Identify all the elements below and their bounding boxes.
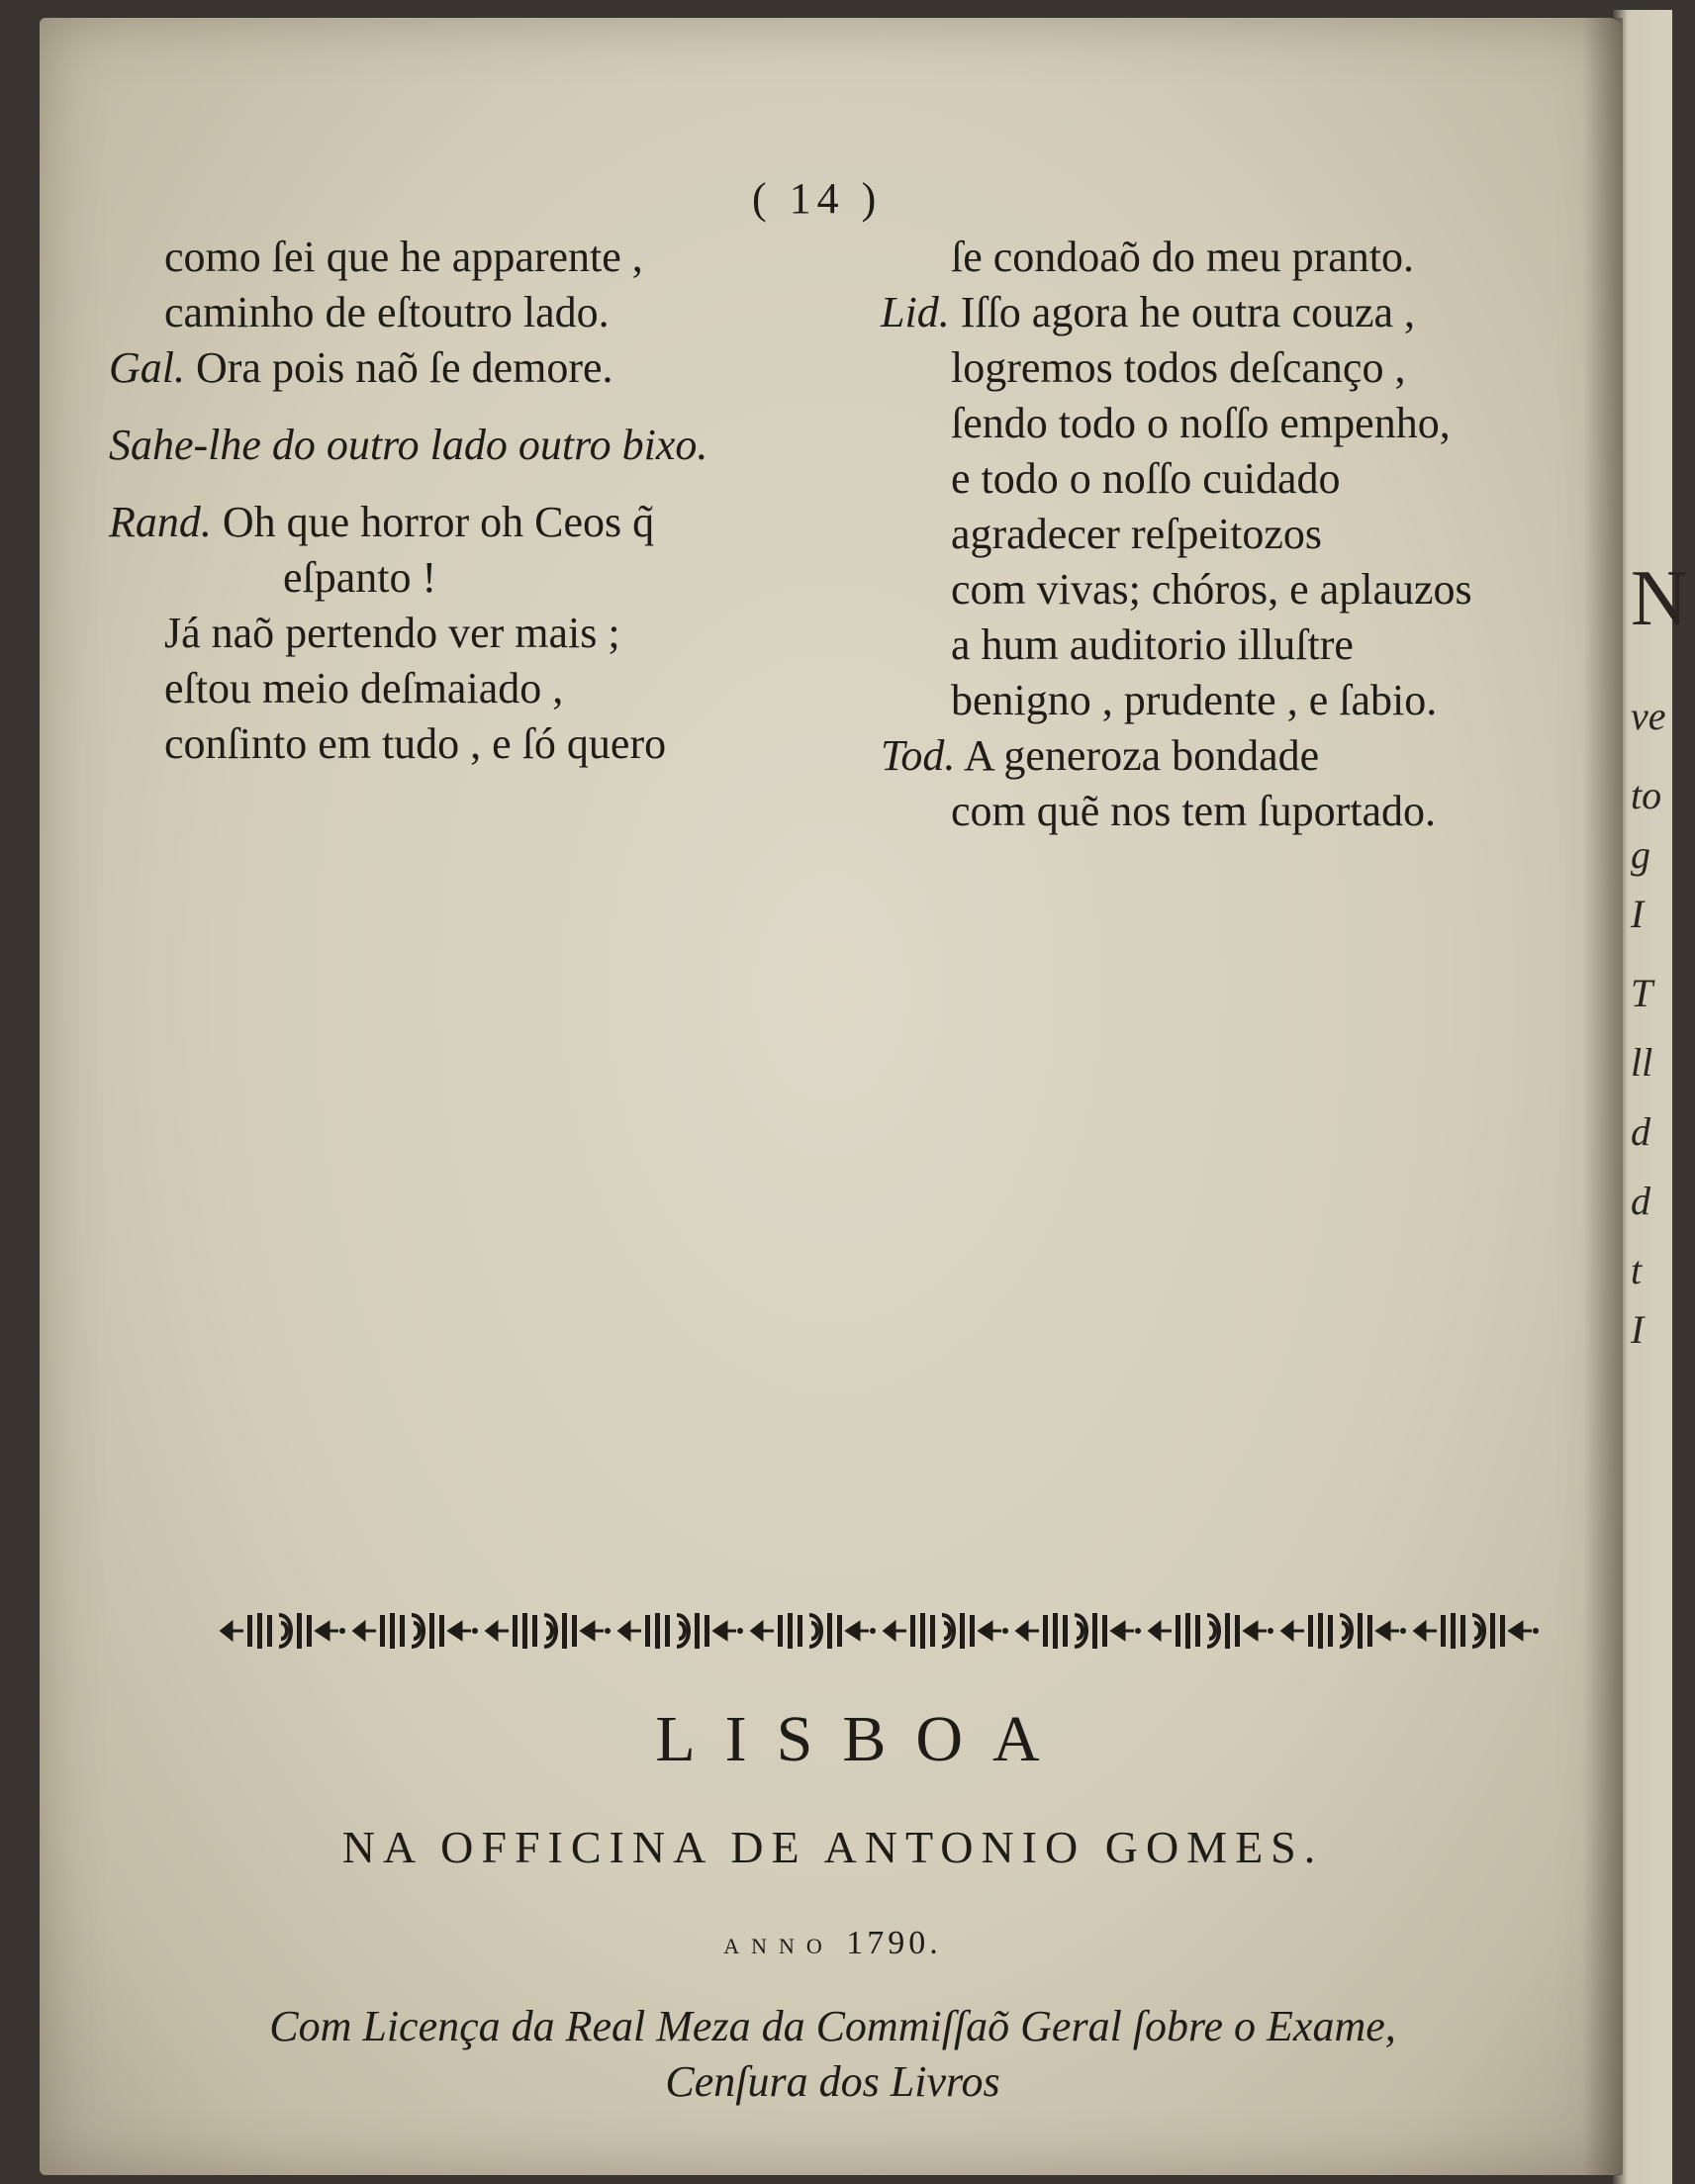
ornament-row	[222, 1613, 1539, 1649]
verse-text: eſpanto !	[283, 553, 437, 602]
licence-line: Com Licença da Real Meza da Commiſſaõ Geral ſobre o Exame,	[269, 2002, 1396, 2050]
verse-line	[153, 661, 866, 716]
imprint-printer: NA OFFICINA DE ANTONIO GOMES.	[341, 1822, 1324, 1872]
stage-direction: Sahe-lhe do outro lado outro bixo.	[109, 421, 708, 469]
speaker-label: Tod.	[881, 731, 956, 780]
verse-text: Iſſo agora he outra couza ,	[960, 288, 1416, 336]
verse-line	[881, 285, 1583, 340]
verse-line	[153, 230, 866, 285]
verse-text: ſe condoaõ do meu pranto.	[951, 233, 1414, 281]
ornament-unit	[1017, 1613, 1141, 1649]
facing-page-glyph: ve	[1631, 694, 1666, 738]
ornament-unit	[1282, 1613, 1406, 1649]
verse-line	[153, 550, 866, 606]
facing-page-glyph: N	[1631, 555, 1688, 642]
verse-text: e todo o noſſo cuidado	[951, 454, 1341, 503]
verse-text: eſtou meio deſmaiado ,	[164, 664, 564, 712]
speaker-label: Lid.	[881, 288, 950, 336]
verse-text: agradecer reſpeitozos	[951, 510, 1322, 558]
year-value: 1790.	[846, 1925, 942, 1961]
right-column	[881, 230, 1583, 839]
verse-line	[881, 617, 1583, 673]
verse-text: a hum auditorio illuſtre	[951, 620, 1354, 669]
facing-page-glyph: I	[1631, 1307, 1645, 1352]
verse-line	[881, 340, 1583, 396]
verse-line	[881, 396, 1583, 451]
facing-page-glyph: g	[1631, 832, 1650, 877]
ornament-unit	[752, 1613, 876, 1649]
printers-ornament-border	[218, 1601, 1544, 1661]
facing-page-glyph: t	[1631, 1248, 1643, 1292]
verse-text: com quẽ nos tem ſuportado.	[951, 787, 1437, 835]
verse-line	[109, 495, 866, 550]
verse-text: como ſei que he apparente ,	[164, 233, 643, 281]
ornament-unit	[1415, 1613, 1539, 1649]
facing-page-glyph: d	[1631, 1179, 1650, 1223]
verse-line	[881, 562, 1583, 617]
ornament-unit	[1150, 1613, 1273, 1649]
verse-line	[881, 507, 1583, 562]
verse-line	[881, 451, 1583, 507]
imprint-licence	[0, 1999, 1665, 2110]
verse-text: com vivas; chóros, e aplauzos	[951, 565, 1472, 614]
verse-line	[109, 340, 866, 396]
verse-line	[881, 230, 1583, 285]
verse-text: conſinto em tudo , e ſó quero	[164, 719, 667, 768]
year-label: ANNO	[723, 1934, 834, 1958]
imprint-year	[0, 1925, 1665, 1962]
ornament-unit	[222, 1613, 345, 1649]
verse-text: A generoza bondade	[964, 731, 1320, 780]
ornament-unit	[487, 1613, 611, 1649]
verse-text: logremos todos deſcanço ,	[951, 343, 1406, 392]
verse-line	[881, 728, 1583, 784]
ornament-unit	[885, 1613, 1008, 1649]
facing-page-glyph: I	[1631, 892, 1645, 936]
ornament-unit	[354, 1613, 478, 1649]
verse-line	[153, 285, 866, 340]
facing-page-glyph: T	[1631, 971, 1653, 1015]
verse-text: Oh que horror oh Ceos q̃	[222, 498, 655, 546]
ornament-unit	[619, 1613, 743, 1649]
licence-line: Cenſura dos Livros	[665, 2057, 1000, 2106]
verse-text: Já naõ pertendo ver mais ;	[164, 609, 620, 657]
left-column	[109, 230, 866, 772]
facing-page-glyph: ll	[1631, 1040, 1653, 1085]
verse-text: benigno , prudente , e ſabio.	[951, 676, 1438, 724]
facing-page-glyph: to	[1631, 773, 1662, 817]
verse-line	[881, 784, 1583, 839]
imprint-city: LISBOA	[655, 1703, 1070, 1775]
verse-text: ſendo todo o noſſo empenho,	[951, 399, 1451, 447]
verse-line	[881, 673, 1583, 728]
verse-text: Ora pois naõ ſe demore.	[196, 343, 613, 392]
page-number: ( 14 )	[752, 174, 883, 223]
verse-line	[153, 716, 866, 772]
facing-page-glyph: d	[1631, 1109, 1650, 1154]
verse-line	[153, 606, 866, 661]
verse-text: caminho de eſtoutro lado.	[164, 288, 610, 336]
speaker-label: Gal.	[109, 343, 185, 392]
speaker-label: Rand.	[109, 498, 212, 546]
